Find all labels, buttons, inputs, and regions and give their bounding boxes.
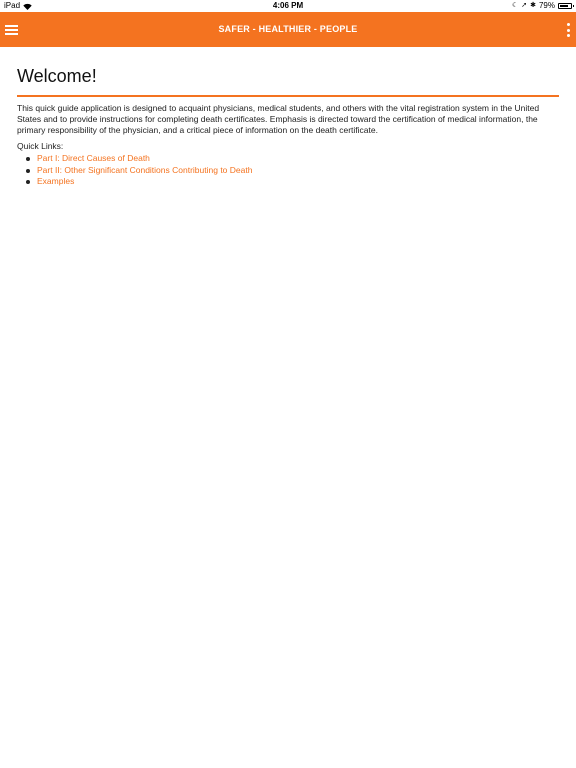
list-item xyxy=(17,165,559,177)
battery-icon xyxy=(558,3,572,9)
status-bar xyxy=(0,0,576,12)
device-name: iPad xyxy=(4,1,21,10)
moon-icon: ☾ xyxy=(511,2,519,9)
location-arrow-icon: ➚ xyxy=(521,2,528,9)
quick-links-label: Quick Links: xyxy=(17,141,64,151)
link-part-2[interactable]: Part II: Other Significant Conditions Contributing to Death xyxy=(37,164,253,175)
main-content xyxy=(17,64,559,188)
title-divider xyxy=(17,95,559,97)
page-title: Welcome! xyxy=(17,66,97,86)
link-examples[interactable]: Examples xyxy=(37,176,75,186)
list-item xyxy=(17,176,559,188)
list-item xyxy=(17,153,559,165)
status-time: 4:06 PM xyxy=(272,1,304,10)
link-part-1[interactable]: Part I: Direct Causes of Death xyxy=(37,153,150,163)
battery-fill xyxy=(560,5,568,7)
status-right xyxy=(512,0,572,12)
quick-links-list xyxy=(17,153,559,188)
intro-paragraph: This quick guide application is designed to acquaint physicians, medical students, and others with the vital registration system in the United States and to provide instructions for completing death certificates. Emphasis is directed toward the certification of medical information, the primary responsibility of the physician, and a critical piece of information on the death certificate. xyxy=(17,103,540,135)
more-options-icon[interactable] xyxy=(564,22,572,38)
battery-percent: 79% xyxy=(538,1,555,10)
app-title: SAFER - HEALTHIER - PEOPLE xyxy=(218,24,358,34)
bluetooth-icon: ✱ xyxy=(530,2,536,9)
app-bar xyxy=(0,12,576,47)
